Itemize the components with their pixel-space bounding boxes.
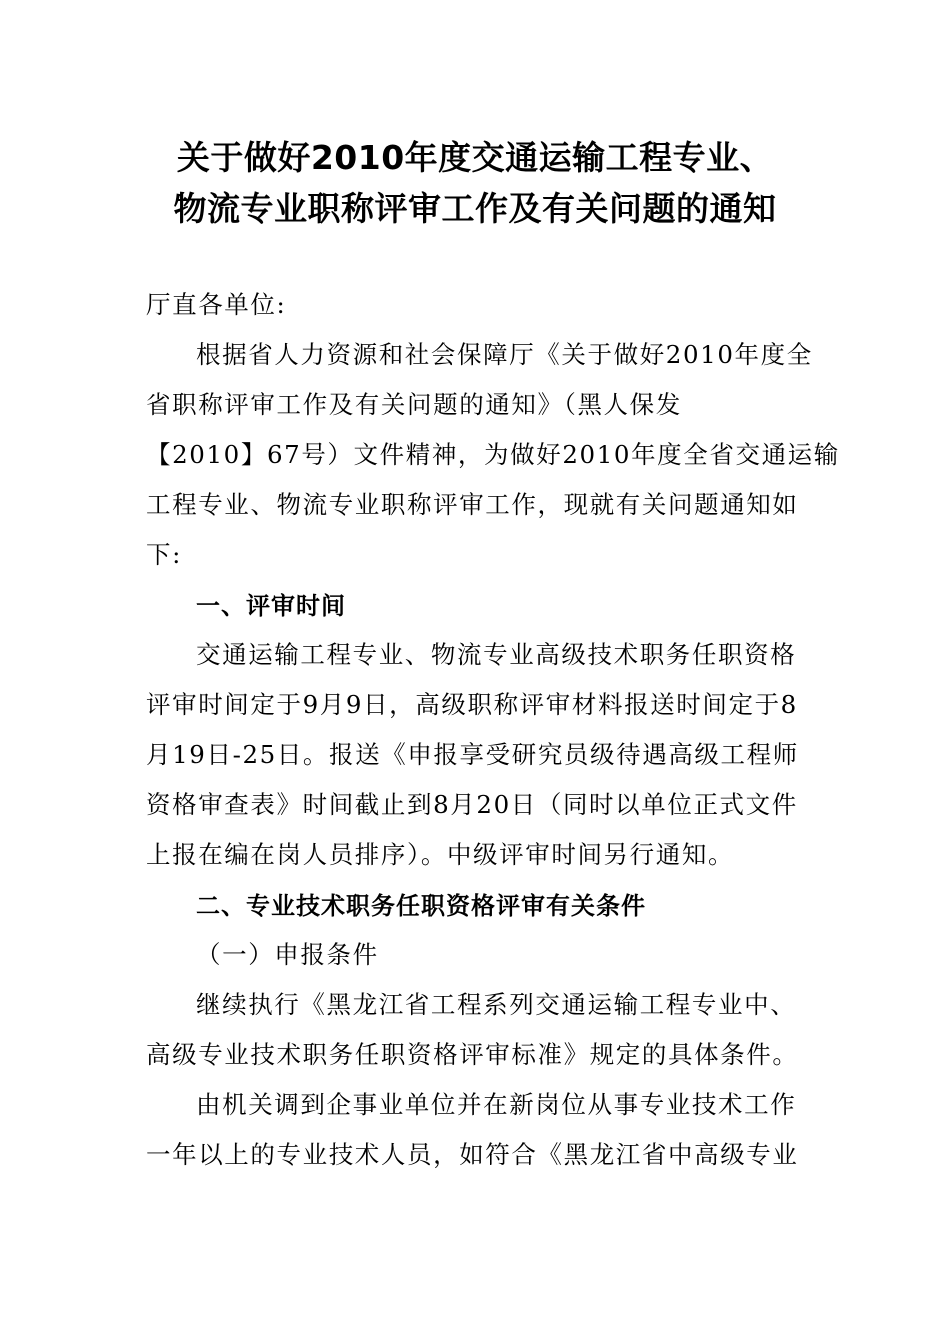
paragraph-line: 【2010】67号）文件精神，为做好2010年度全省交通运输 (146, 440, 840, 469)
section-heading-1: 一、评审时间 (196, 592, 346, 620)
paragraph-line: 省职称评审工作及有关问题的通知》（黑人保发 (146, 390, 682, 419)
section-heading-2: 二、专业技术职务任职资格评审有关条件 (196, 892, 646, 920)
paragraph-line: 一年以上的专业技术人员，如符合《黑龙江省中高级专业 (146, 1140, 799, 1169)
paragraph-line: 月19日-25日。报送《申报享受研究员级待遇高级工程师 (146, 740, 799, 769)
paragraph-line: 工程专业、物流专业职称评审工作，现就有关问题通知如 (146, 490, 799, 519)
paragraph-line: 由机关调到企事业单位并在新岗位从事专业技术工作 (196, 1090, 797, 1119)
paragraph-line: 根据省人力资源和社会保障厅《关于做好2010年度全 (196, 340, 813, 369)
document-title-line-1: 关于做好2010年度交通运输工程专业、 (176, 138, 774, 177)
paragraph-line: 高级专业技术职务任职资格评审标准》规定的具体条件。 (146, 1040, 799, 1069)
subsection-heading: （一）申报条件 (196, 940, 379, 969)
paragraph-line: 上报在编在岗人员排序）。中级评审时间另行通知。 (146, 840, 735, 869)
paragraph-line: 继续执行《黑龙江省工程系列交通运输工程专业中、 (196, 990, 797, 1019)
document-title-line-2: 物流专业职称评审工作及有关问题的通知 (173, 189, 777, 228)
paragraph-line: 资格审查表》时间截止到8月20日（同时以单位正式文件 (146, 790, 798, 819)
paragraph-line: 交通运输工程专业、物流专业高级技术职务任职资格 (196, 640, 797, 669)
paragraph-line: 评审时间定于9月9日，高级职称评审材料报送时间定于8 (146, 690, 798, 719)
paragraph-line: 下: (146, 540, 182, 569)
salutation: 厅直各单位: (146, 290, 287, 319)
